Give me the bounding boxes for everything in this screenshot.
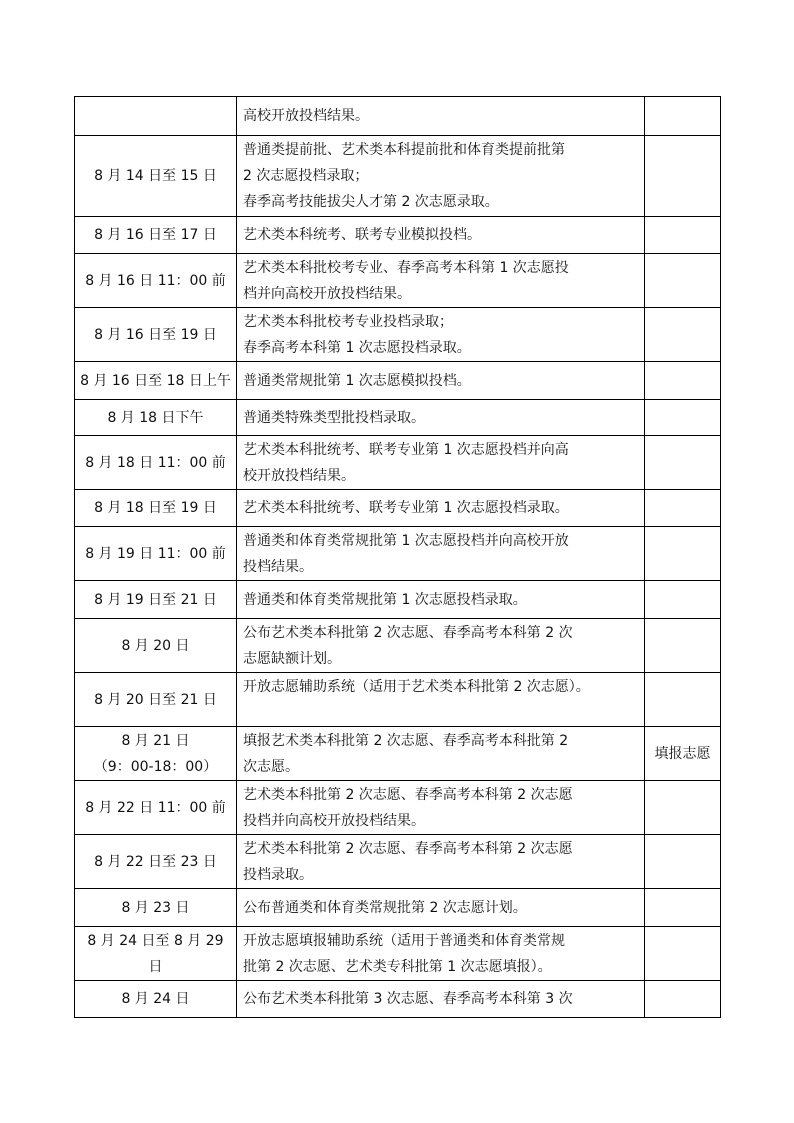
schedule-description-text: 填报艺术类本科批第 2 次志愿、春季高考本科批第 2 [243,732,569,749]
schedule-note-text [680,227,684,243]
schedule-description-text: 艺术类本科批校考专业投档录取； [243,313,453,330]
schedule-description-text: 普通类提前批、艺术类本科提前批和体育类提前批第 [243,142,565,158]
schedule-note-text [680,800,684,816]
schedule-description-text: 艺术类本科统考、联考专业模拟投档。 [243,227,481,243]
schedule-description-cell [237,619,645,673]
schedule-note-text [680,692,684,708]
schedule-description-cell [237,527,645,581]
schedule-note-text: 填报志愿 [654,745,711,762]
schedule-date-text: 8 月 14 日至 15 日 [94,168,217,184]
schedule-note-cell [645,835,721,889]
schedule-description-cell [237,254,645,308]
schedule-description-text: 2 次志愿投档录取； [243,168,369,184]
schedule-date-cell [75,436,237,490]
schedule-note-cell [645,981,721,1018]
schedule-note-text [680,455,684,471]
schedule-date-text: 8 月 16 日至 18 日上午 [80,372,231,389]
schedule-date-text: 8 月 19 日至 21 日 [94,591,217,608]
schedule-date-cell [75,619,237,673]
schedule-note-text [680,500,684,516]
schedule-date-text: 8 月 24 日 [121,991,190,1007]
schedule-date-cell [75,400,237,436]
schedule-description-text: 公布艺术类本科批第 3 次志愿、春季高考本科第 3 次 [243,991,573,1007]
schedule-description-cell [237,981,645,1018]
schedule-note-cell [645,727,721,781]
schedule-row [75,400,721,436]
schedule-description-cell [237,217,645,254]
schedule-date-text: 8 月 22 日至 23 日 [94,853,217,870]
schedule-note-text [680,900,684,916]
schedule-note-cell [645,217,721,254]
schedule-date-text: 8 月 22 日 11：00 前 [85,799,226,816]
schedule-note-text [680,854,684,870]
schedule-note-cell [645,673,721,727]
schedule-date-text: 8 月 20 日至 21 日 [94,691,217,708]
schedule-row [75,490,721,527]
schedule-date-text: 8 月 20 日 [121,637,190,654]
schedule-row [75,97,721,136]
schedule-description-text: 艺术类本科批统考、联考专业第 1 次志愿投档并向高 [243,441,569,458]
schedule-description-text: 春季高考技能拔尖人才第 2 次志愿录取。 [243,194,499,210]
schedule-note-cell [645,400,721,436]
schedule-row [75,362,721,400]
schedule-description-text: 档并向高校开放投档结果。 [243,285,411,302]
schedule-note-text [680,373,684,389]
schedule-note-cell [645,436,721,490]
schedule-row [75,136,721,217]
schedule-description-cell [237,581,645,619]
schedule-description-cell [237,400,645,436]
schedule-description-text: 艺术类本科批校考专业、春季高考本科第 1 次志愿投 [243,259,569,276]
schedule-note-cell [645,619,721,673]
schedule-note-text [680,638,684,654]
schedule-date-cell [75,490,237,527]
schedule-note-cell [645,362,721,400]
schedule-row [75,308,721,362]
schedule-row [75,436,721,490]
schedule-description-cell [237,136,645,217]
schedule-description-cell [237,362,645,400]
schedule-date-cell [75,781,237,835]
schedule-row [75,981,721,1018]
schedule-description-cell [237,673,645,727]
schedule-description-text: 公布艺术类本科批第 2 次志愿、春季高考本科第 2 次 [243,624,573,641]
schedule-date-text: 8 月 19 日 11：00 前 [85,545,226,562]
schedule-note-cell [645,136,721,217]
schedule-note-text [680,108,684,124]
schedule-description-text: 志愿缺额计划。 [243,650,341,667]
schedule-row [75,619,721,673]
schedule-row [75,581,721,619]
schedule-description-text: 普通类常规批第 1 次志愿模拟投档。 [243,372,471,389]
schedule-date-text: 8 月 18 日下午 [107,409,204,426]
schedule-description-cell [237,927,645,981]
schedule-note-cell [645,781,721,835]
schedule-date-text: 8 月 24 日至 8 月 29 [87,932,224,949]
schedule-date-text: 8 月 23 日 [121,899,190,916]
schedule-row [75,727,721,781]
schedule-description-text: 艺术类本科批第 2 次志愿、春季高考本科第 2 次志愿 [243,786,573,803]
schedule-date-cell [75,217,237,254]
schedule-description-text: 普通类和体育类常规批第 1 次志愿投档录取。 [243,591,527,608]
schedule-note-cell [645,490,721,527]
schedule-row [75,927,721,981]
schedule-row [75,254,721,308]
schedule-date-text: （9：00-18：00） [93,758,218,775]
schedule-date-cell [75,527,237,581]
schedule-date-cell [75,581,237,619]
schedule-row [75,889,721,927]
schedule-note-text [680,273,684,289]
schedule-description-cell [237,727,645,781]
schedule-row [75,835,721,889]
schedule-date-cell [75,981,237,1018]
schedule-date-cell [75,927,237,981]
schedule-date-cell [75,673,237,727]
schedule-description-text: 投档录取。 [243,866,313,883]
schedule-description-text: 公布普通类和体育类常规批第 2 次志愿计划。 [243,899,527,916]
schedule-description-text: 艺术类本科批统考、联考专业第 1 次志愿投档录取。 [243,500,569,516]
schedule-date-cell [75,727,237,781]
schedule-row [75,673,721,727]
schedule-date-cell [75,254,237,308]
schedule-note-text [680,410,684,426]
schedule-note-text [680,327,684,343]
schedule-description-text [243,700,640,726]
schedule-note-cell [645,527,721,581]
schedule-description-text: 春季高考本科第 1 次志愿投档录取。 [243,339,471,356]
schedule-description-cell [237,97,645,136]
schedule-note-cell [645,889,721,927]
schedule-note-text [680,546,684,562]
schedule-date-text: 8 月 16 日 11：00 前 [85,272,226,289]
schedule-row [75,527,721,581]
schedule-date-text: 8 月 16 日至 19 日 [94,326,217,343]
schedule-note-text [680,592,684,608]
schedule-note-text [680,946,684,962]
schedule-description-cell [237,308,645,362]
schedule-description-text: 次志愿。 [243,758,299,775]
schedule-description-text: 开放志愿填报辅助系统（适用于普通类和体育类常规 [243,932,565,949]
schedule-description-cell [237,781,645,835]
schedule-description-text: 开放志愿辅助系统（适用于艺术类本科批第 2 次志愿）。 [243,678,590,695]
schedule-note-cell [645,308,721,362]
schedule-description-text: 校开放投档结果。 [243,467,355,484]
schedule-date-cell [75,136,237,217]
schedule-row [75,217,721,254]
schedule-date-cell [75,889,237,927]
schedule-description-cell [237,835,645,889]
schedule-description-cell [237,436,645,490]
schedule-date-cell [75,835,237,889]
schedule-description-text: 批第 2 次志愿、艺术类专科批第 1 次志愿填报）。 [243,958,552,975]
schedule-date-cell [75,362,237,400]
schedule-date-text: 8 月 18 日 11：00 前 [85,454,226,471]
schedule-note-cell [645,927,721,981]
schedule-description-text: 普通类和体育类常规批第 1 次志愿投档并向高校开放 [243,532,569,549]
schedule-date-text: 日 [148,958,163,975]
schedule-note-cell [645,581,721,619]
schedule-description-text: 投档并向高校开放投档结果。 [243,812,425,829]
schedule-description-text: 艺术类本科批第 2 次志愿、春季高考本科第 2 次志愿 [243,840,573,857]
schedule-date-text [75,103,236,129]
schedule-date-cell [75,308,237,362]
schedule-description-cell [237,490,645,527]
schedule-description-cell [237,889,645,927]
schedule-description-text: 普通类特殊类型批投档录取。 [243,409,425,426]
admission-schedule-table [74,96,721,1018]
schedule-description-text: 投档结果。 [243,558,313,575]
schedule-row [75,781,721,835]
schedule-date-text: 8 月 21 日 [121,732,190,749]
schedule-date-text: 8 月 16 日至 17 日 [94,227,217,243]
schedule-note-text [680,991,684,1007]
schedule-date-text: 8 月 18 日至 19 日 [94,500,217,516]
schedule-note-cell [645,254,721,308]
schedule-date-cell [75,97,237,136]
schedule-note-cell [645,97,721,136]
schedule-note-text [680,168,684,184]
schedule-description-text: 高校开放投档结果。 [243,108,369,124]
